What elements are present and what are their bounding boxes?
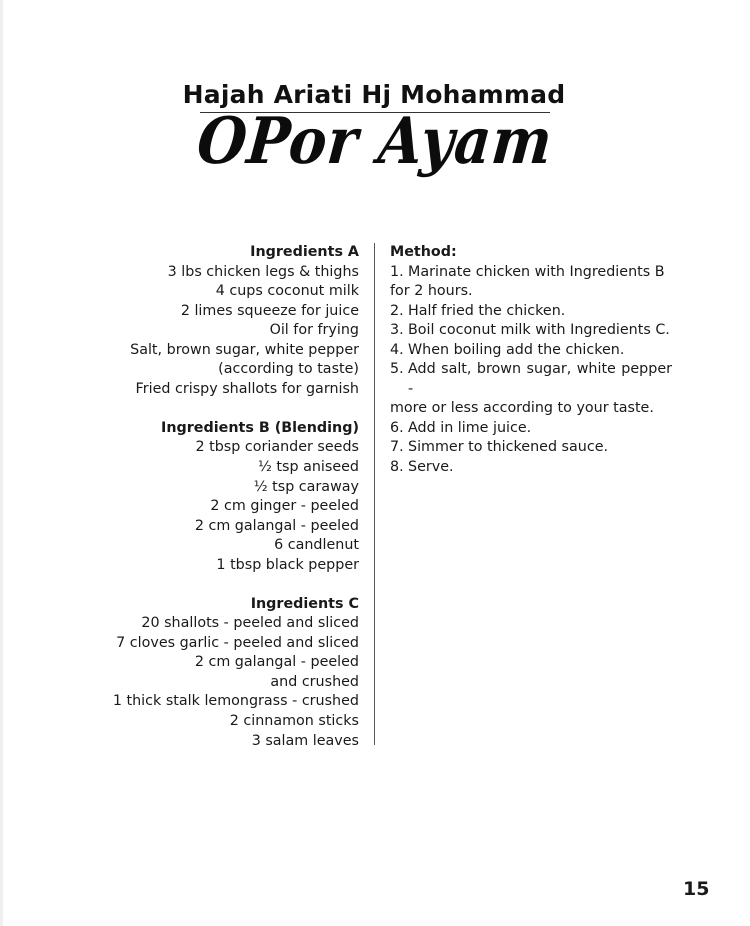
- ingredient-item: ½ tsp caraway: [253, 478, 359, 495]
- step-number: 5.: [390, 361, 404, 378]
- recipe-title: OPor Ayam: [194, 104, 556, 179]
- ingredient-item: Salt, brown sugar, white pepper: [130, 341, 359, 358]
- step-text: Serve.: [408, 459, 454, 476]
- method-step: [390, 419, 672, 439]
- step-continuation: more or less according to your taste.: [390, 400, 654, 417]
- author-name: Hajah Ariati Hj Mohammad: [182, 80, 566, 109]
- ingredients-b-heading: Ingredients B (Blending): [161, 419, 359, 436]
- ingredient-item: 2 cm galangal - peeled: [194, 654, 359, 671]
- step-number: 3.: [390, 322, 404, 339]
- ingredients-a-heading: Ingredients A: [250, 244, 359, 260]
- method-step: [390, 302, 672, 322]
- ingredient-item: 20 shallots - peeled and sliced: [141, 615, 359, 632]
- ingredient-item: (according to taste): [218, 361, 359, 378]
- method-step: [390, 341, 672, 361]
- step-text: Add in lime juice.: [408, 419, 532, 436]
- ingredient-item: 4 cups coconut milk: [215, 283, 359, 300]
- page-number: 15: [683, 878, 710, 900]
- step-number: 4.: [390, 341, 404, 358]
- ingredient-item: 7 cloves garlic - peeled and sliced: [116, 634, 359, 651]
- ingredient-item: 1 thick stalk lemongrass - crushed: [112, 693, 359, 710]
- ingredient-item: 6 candlenut: [274, 537, 359, 554]
- ingredient-item: 3 lbs chicken legs & thighs: [167, 263, 359, 280]
- page-edge: [0, 0, 3, 926]
- ingredient-item: 1 tbsp black pepper: [216, 556, 359, 573]
- method-step: [390, 321, 672, 341]
- ingredient-item: Oil for frying: [269, 322, 359, 339]
- method-step: [390, 458, 672, 478]
- ingredient-item: 2 limes squeeze for juice: [180, 302, 359, 319]
- ingredient-item: and crushed: [270, 673, 359, 690]
- step-text: Boil coconut milk with Ingredients C.: [408, 322, 670, 339]
- method-step: [390, 360, 672, 399]
- method-step: [390, 438, 672, 458]
- step-number: 2.: [390, 302, 404, 319]
- step-number: 6.: [390, 419, 404, 436]
- ingredient-item: ½ tsp aniseed: [258, 458, 359, 475]
- ingredient-item: 2 tbsp coriander seeds: [195, 439, 359, 456]
- method-step: [390, 263, 672, 283]
- method-column: [390, 243, 672, 478]
- ingredients-column: [90, 243, 359, 751]
- method-heading: Method:: [390, 244, 457, 260]
- column-divider: [374, 243, 375, 745]
- ingredients-c-heading: Ingredients C: [250, 595, 359, 612]
- step-number: 7.: [390, 439, 404, 456]
- step-number: 1.: [390, 263, 404, 280]
- ingredient-item: 2 cm ginger - peeled: [210, 498, 359, 515]
- step-text: Add salt, brown sugar, white pepper -: [408, 361, 672, 397]
- ingredient-item: 2 cinnamon sticks: [229, 713, 359, 730]
- ingredient-item: 2 cm galangal - peeled: [194, 517, 359, 534]
- step-number: 8.: [390, 459, 404, 476]
- step-text: Marinate chicken with Ingredients B: [408, 263, 665, 280]
- step-text: When boiling add the chicken.: [408, 341, 625, 358]
- ingredient-item: Fried crispy shallots for garnish: [135, 380, 359, 397]
- ingredient-item: 3 salam leaves: [251, 732, 359, 749]
- step-continuation: for 2 hours.: [390, 283, 473, 300]
- step-text: Simmer to thickened sauce.: [408, 439, 609, 456]
- step-text: Half fried the chicken.: [408, 302, 566, 319]
